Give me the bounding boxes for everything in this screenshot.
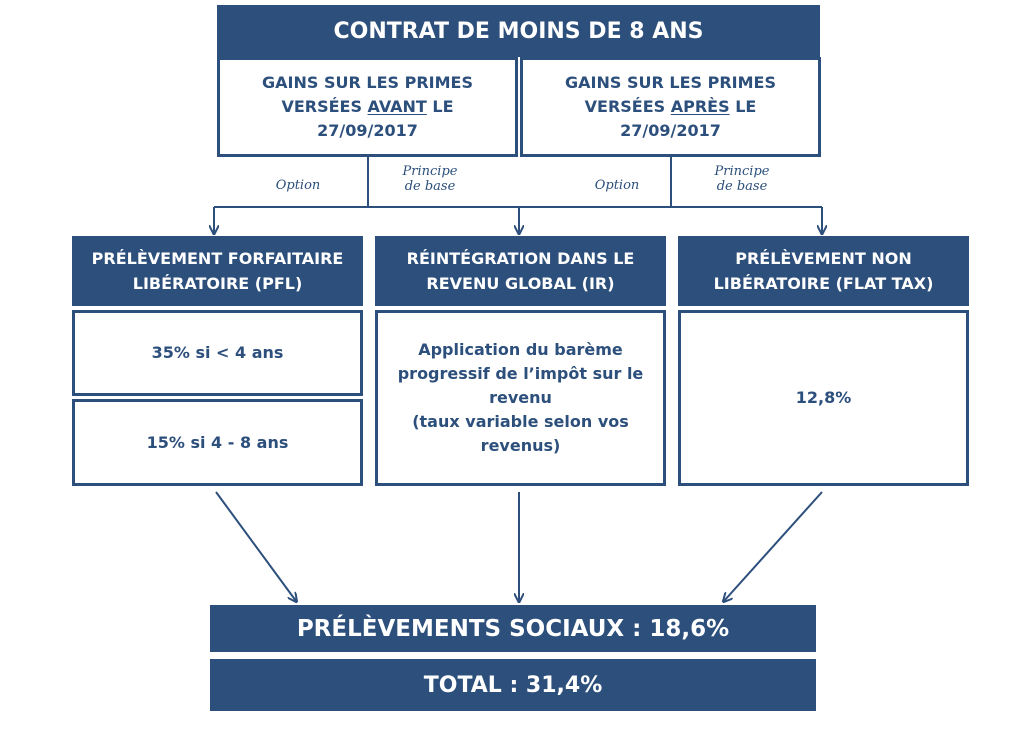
gains-before-line2-suffix: LE: [426, 97, 454, 116]
pfl-rate-long: 15% si 4 - 8 ans: [72, 399, 363, 486]
social-contributions-bar: PRÉLÈVEMENTS SOCIAUX : 18,6%: [210, 605, 816, 652]
label-option-right: Option: [594, 178, 640, 193]
arrow-pfl-to-social: [216, 492, 296, 601]
contract-title: CONTRAT DE MOINS DE 8 ANS: [217, 5, 820, 57]
arrow-flat-to-social: [724, 492, 822, 601]
gains-after-line2-suffix: LE: [729, 97, 757, 116]
gains-before-box: [217, 57, 518, 157]
label-option-left: Option: [275, 178, 321, 193]
regime-ir-header: RÉINTÉGRATION DANS LE REVENU GLOBAL (IR): [375, 236, 666, 306]
flat-tax-rate: 12,8%: [678, 310, 969, 486]
gains-before-date: 27/09/2017: [317, 121, 418, 140]
ir-rate-description: Application du barème progressif de l’impôt sur le revenu (taux variable selon vos revenus): [375, 310, 666, 486]
gains-after-line2-prefix: VERSÉES: [584, 97, 671, 116]
label-principe-right: Principe de base: [714, 164, 770, 194]
label-principe-left: Principe de base: [402, 164, 458, 194]
gains-before-keyword: AVANT: [367, 97, 427, 116]
gains-after-line1: GAINS SUR LES PRIMES: [565, 73, 776, 92]
gains-before-line2-prefix: VERSÉES: [281, 97, 368, 116]
gains-after-keyword: APRÈS: [670, 97, 730, 116]
gains-after-date: 27/09/2017: [620, 121, 721, 140]
pfl-rate-short: 35% si < 4 ans: [72, 310, 363, 396]
regime-flat-tax-header: PRÉLÈVEMENT NON LIBÉRATOIRE (FLAT TAX): [678, 236, 969, 306]
gains-before-line1: GAINS SUR LES PRIMES: [262, 73, 473, 92]
gains-after-box: [520, 57, 821, 157]
regime-pfl-header: PRÉLÈVEMENT FORFAITAIRE LIBÉRATOIRE (PFL): [72, 236, 363, 306]
total-bar: TOTAL : 31,4%: [210, 659, 816, 711]
